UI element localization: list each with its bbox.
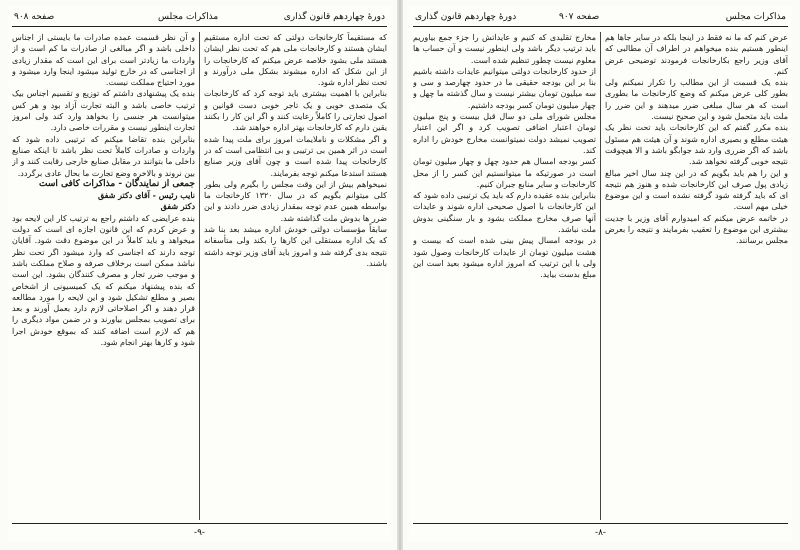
speaker-name: دکتر شفق: [160, 201, 195, 212]
paragraph: نمیخواهم بیش از این وقت مجلس را بگیرم ولی بطور کلی میتوانم بگویم که در سال ۱۳۲۰ کارخانجات ما بواسطه همین عدم توجه بمقدار زیادی ضرر دادند و این ضرر ها بدوش ملت گذاشته شد.: [204, 179, 387, 223]
right-footer-rule: [413, 523, 788, 524]
left-page-header: [8, 10, 391, 26]
paragraph: سابقاً مؤسسات دولتی خودش اداره میشد بعد بنا شد که یک اداره مستقلی این کارها را بکند ولی متأسفانه نتیجه بدی گرفته شد و امروز باید آقای وزیر توجه داشته باشند.: [204, 225, 387, 268]
paragraph: که مستقیماً کارخانجات دولتی که تحت اداره مستقیم ایشان هستند و کارخانجات ملی هم که تحت نظر ایشان هستند ملی بشود خلاصه عرض میکنم که کارخانجات را از این شکل که اداره میشوند بشکل ملی درآورند و تحت نظر اداره شود.: [204, 33, 387, 88]
column-divider: [199, 32, 200, 520]
book-gutter: [397, 0, 403, 550]
left-header-rule: [12, 26, 387, 27]
paragraph: بنده یک قسمت از این مطالب را تکرار نمیکنم ولی بطور کلی عرض میکنم که وضع کارخانجات ما بطوری است که هر سال مبلغی ضرر میدهند و این ضرر را ملت باید متحمل شود و این صحیح نیست.: [605, 78, 788, 122]
paragraph: و این را هم باید بگویم که در این چند سال اخیر مبالغ زیادی پول صرف این کارخانجات شده و هنوز هم نتیجه ای که باید گرفته شود گرفته نشده است و این موضوع خیلی مهم است.: [605, 168, 788, 212]
right-page-left-column: [413, 32, 596, 520]
left-footer-rule: [12, 523, 387, 524]
left-page: [8, 6, 391, 542]
left-page-session: دورهٔ چهاردهم قانون گذاری: [283, 12, 385, 22]
left-page-right-column: [204, 32, 387, 520]
speaker-line: نایب رئیس - آقای دکتر شفق: [97, 190, 195, 201]
right-page-right-column: [605, 32, 788, 520]
right-page-title: مذاکرات مجلس: [725, 12, 786, 22]
paragraph: بنابراین بنده عقیده دارم که باید یک ترتیبی داده شود که این کارخانجات با اصول صحیحی اداره شوند و عایدات آنها صرف مخارج مملکت بشود و بار سنگینی بدوش ملت نباشد.: [413, 191, 596, 235]
right-page-number: -۸-: [595, 528, 606, 538]
left-page-title: مذاکرات مجلس: [158, 12, 219, 22]
paragraph: بنابراین بنده تقاضا میکنم که ترتیبی داده شود که واردات و صادرات کاملاً تحت نظر باشد تا اینکه صنایع داخلی ما بتوانند در مقابل صنایع خارجی رقابت کنند و از بین نروند و بالاخره وضع تجارت ما بحال عادی برگردد.: [12, 134, 195, 178]
paragraph: در بودجه امسال پیش بینی شده است که بیست و هشت میلیون تومان از عایدات کارخانجات وصول شود ولی با این ترتیب که امروز اداره میشود بعید است این مبلغ بدست بیاید.: [413, 236, 596, 280]
paragraph: مجلس شورای ملی دو سال قبل بیست و پنج میلیون تومان اعتبار اضافی تصویب کرد و اگر این اعتبار تصویب نمیشد دولت نمیتوانست مخارج خودش را اداره کند.: [413, 112, 596, 155]
paragraph: در خاتمه عرض میکنم که امیدوارم آقای وزیر با جدیت بیشتری این موضوع را تعقیب بفرمایند و نتیجه را بعرض مجلس برسانند.: [605, 213, 788, 246]
paragraph: و آن نظر قسمت عمده صادرات ما بایستی از اجناس داخلی باشد و اگر مبالغی از صادرات ما کم است و از واردات ما زیادتر است برای این است که مقدار زیادی از اجناسی که در خارج تولید میشود اینجا وارد میشود و مورد احتیاج مملکت نیست.: [12, 33, 195, 88]
paragraph: مخارج تقلیدی که کنیم و عایداتش را جزء جمع بیاوریم باید ترتیب دیگر باشد ولی اینطور نیست و آن حساب ها معلوم نیست چطور تنظیم شده است.: [413, 33, 596, 65]
left-page-number: -۹-: [194, 528, 205, 538]
paragraph: و اگر مشکلات و ناملایمات امروز برای ملت پیدا شده است در اثر همین بی ترتیبی و بی انتظامی است که در کارخانجات پیدا شده است و چون آقای وزیر صنایع هستند استدعا میکنم توجه بفرمایند.: [204, 134, 387, 178]
left-page-left-column: [12, 32, 195, 520]
column-divider: [600, 32, 601, 520]
right-page-session: دورهٔ چهاردهم قانون گذاری: [415, 12, 517, 22]
paragraph: بنده یک پیشنهادی داشتم که توزیع و تقسیم اجناس بیک ترتیب خاصی باشد و البته تجارت آزاد بود و هر کس میتوانست هر جنسی را بخواهد وارد کند ولی امروز تجارت اینطور نیست و مقررات خاصی دارد.: [12, 89, 195, 133]
right-page: [409, 6, 792, 542]
paragraph: عرض کنم که ما نه فقط در اینجا بلکه در سایر جاها هم اینطور هستیم بنده میخواهم در اطراف آن مطالبی که آقای وزیر راجع بکارخانجات فرمودند توضیحی عرض کنم.: [605, 33, 788, 76]
right-page-label: صفحه ۹۰۷: [559, 12, 600, 22]
vote-heading: جمعی از نمایندگان - مذاکرات کافی است: [38, 178, 195, 189]
right-header-rule: [413, 26, 788, 27]
paragraph: بنده عرایضی که داشتم راجع به ترتیب کار این لایحه بود و عرض کردم که این قانون اجازه ای است که دولت میخواهد و باید کاملاً در این موضوع دقت شود. آقایان توجه دارند که اجناسی که وارد میشود اگر تحت نظر نباشد ممکن است برخلاف صرفه و صلاح مملکت باشد و موجب ضرر تجار و مصرف کنندگان بشود. این است که بنده پیشنهاد میکنم که یک کمیسیونی از اشخاص بصیر و مطلع تشکیل شود و این لایحه را مورد مطالعه قرار دهند و اگر اصلاحاتی لازم دارد بعمل آورند و بعد برای تصویب بمجلس بیاورند و در ضمن مواد دیگری را هم که لازم است اضافه کنند که بموقع خودش اجرا شود و کارها بهتر انجام شود.: [12, 213, 195, 348]
paragraph: بنده مکرر گفتم که این کارخانجات باید تحت نظر یک هیئت مطلع و بصیری اداره شوند و آن هیئت هم مسئول باشد که اگر ضرری وارد شد جوابگو باشد و الا هیچوقت نتیجه خوبی گرفته نخواهد شد.: [605, 123, 788, 167]
paragraph: از حدود کارخانجات دولتی میتوانیم عایدات داشته باشیم بنا بر این بودجه حقیقی ما در حدود چهارصد و سی و سه میلیون تومان بیشتر نیست و سال گذشته ما چهل و چهار میلیون تومان کسر بودجه داشتیم.: [413, 66, 596, 110]
left-page-label: صفحه ۹۰۸: [14, 12, 55, 22]
right-page-header: [409, 10, 792, 26]
paragraph: کسر بودجه امسال هم حدود چهل و چهار میلیون تومان است در صورتیکه ما میتوانستیم این کسر را از محل کارخانجات و سایر منابع جبران کنیم.: [413, 157, 596, 189]
paragraph: بنابراین با اهمیت بیشتری باید توجه کرد که کارخانجات یک متصدی خوبی و یک تاجر خوبی دست قوانین و اصول تجارتی را کاملاً رعایت کنند و اگر این کار را بکنند یقین دارم که کارخانجات بهتر اداره خواهند شد.: [204, 89, 387, 133]
